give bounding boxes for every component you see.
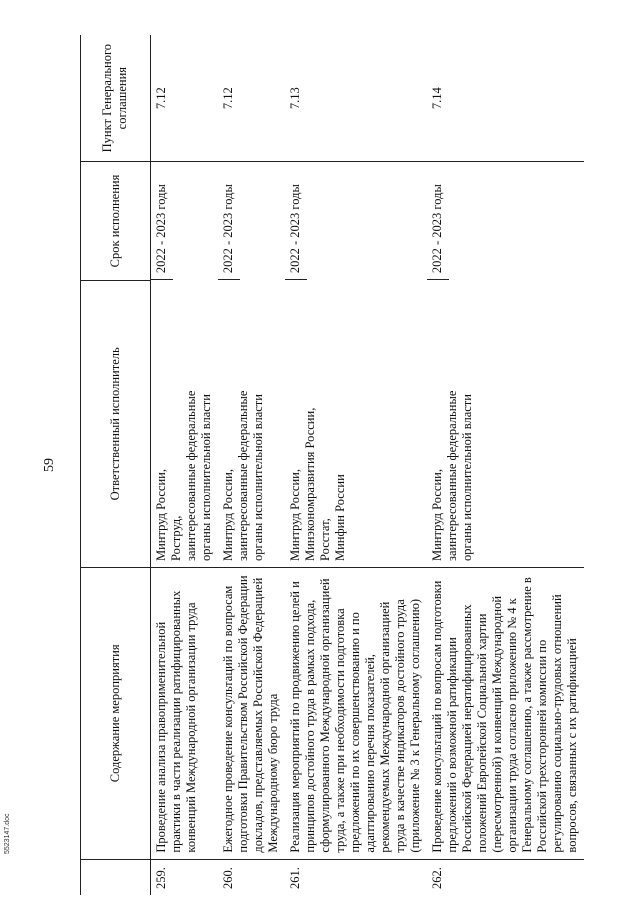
executor-line: Минтруд России, bbox=[221, 469, 235, 561]
row-executor bbox=[427, 280, 584, 567]
row-executor bbox=[285, 280, 427, 567]
row-point: 7.12 bbox=[151, 35, 219, 162]
table-row bbox=[151, 35, 219, 895]
page-number: 59 bbox=[42, 458, 57, 472]
row-number: 259. bbox=[154, 867, 168, 889]
row-executor bbox=[151, 280, 219, 567]
row-content: Ежегодное проведение консультаций по вопросам подготовки Правительством Российской Федерации докладов, представляемых Российской Федерацией Международному бюро труда bbox=[218, 568, 285, 860]
row-content: Проведение консультаций по вопросам подготовки предложений о возможной ратификации Российской Федерацией нератифицированных положений Европейской Социальной хартии (пересмотренной) и конвенций Международной организации труда согласно приложению № 4 к Генеральному соглашению, а также рассмотрение в Российской трехсторонней комиссии по регулированию социально-трудовых отношений вопросов, связанных с их ратификацией bbox=[427, 568, 584, 860]
header-content: Содержание мероприятия bbox=[81, 568, 151, 860]
executor-line: заинтересованные федеральные bbox=[445, 390, 459, 561]
table-row bbox=[285, 35, 427, 895]
row-number: 260. bbox=[221, 867, 235, 889]
row-point: 7.12 bbox=[218, 35, 285, 162]
table-row bbox=[218, 35, 285, 895]
table-header-row bbox=[81, 35, 151, 895]
measures-table bbox=[80, 35, 584, 895]
header-executor: Ответственный исполнитель bbox=[81, 280, 151, 567]
executor-line: Роструд, bbox=[169, 515, 183, 561]
executor-line: заинтересованные федеральные bbox=[236, 390, 250, 561]
executor-line: Росстат, bbox=[318, 518, 332, 561]
executor-line: Минэкономразвития России, bbox=[303, 407, 317, 561]
row-term: 2022 - 2023 годы bbox=[285, 162, 307, 280]
executor-line: органы исполнительной власти bbox=[460, 394, 474, 561]
executor-line: Минтруд России, bbox=[288, 469, 302, 561]
executor-line: заинтересованные федеральные bbox=[184, 390, 198, 561]
row-executor bbox=[218, 280, 285, 567]
row-content: Реализация мероприятий по продвижению целей и принципов достойного труда в рамках подхода, сформулированного Международной организацией труда, а также при необходимости подготовка предложений по их совершенствованию и по адаптированию перечня показателей, рекомендуемых Международной организацией труда в качестве индикаторов достойного труда (приложение № 3 к Генеральному соглашению) bbox=[285, 568, 427, 860]
row-content: Проведение анализа правоприменительной практики в части реализации ратифицированных конвенций Международной организации труда bbox=[151, 568, 219, 860]
row-term: 2022 - 2023 годы bbox=[427, 162, 449, 280]
header-term: Срок исполнения bbox=[81, 162, 151, 280]
table-row bbox=[427, 35, 584, 895]
document-page bbox=[42, 35, 625, 895]
executor-line: Минфин России bbox=[333, 474, 347, 561]
document-id: 5523147.doc bbox=[4, 813, 11, 854]
row-point: 7.13 bbox=[285, 35, 427, 162]
executor-line: органы исполнительной власти bbox=[199, 394, 213, 561]
header-number bbox=[81, 859, 151, 895]
row-number: 262. bbox=[430, 867, 444, 889]
executor-line: Минтруд России, bbox=[154, 469, 168, 561]
executor-line: Минтруд России, bbox=[430, 469, 444, 561]
header-point: Пункт Генерального соглашения bbox=[81, 35, 151, 162]
executor-line: органы исполнительной власти bbox=[251, 394, 265, 561]
row-number: 261. bbox=[288, 867, 302, 889]
row-term: 2022 - 2023 годы bbox=[218, 162, 240, 280]
row-point: 7.14 bbox=[427, 35, 584, 162]
row-term: 2022 - 2023 годы bbox=[151, 162, 173, 280]
